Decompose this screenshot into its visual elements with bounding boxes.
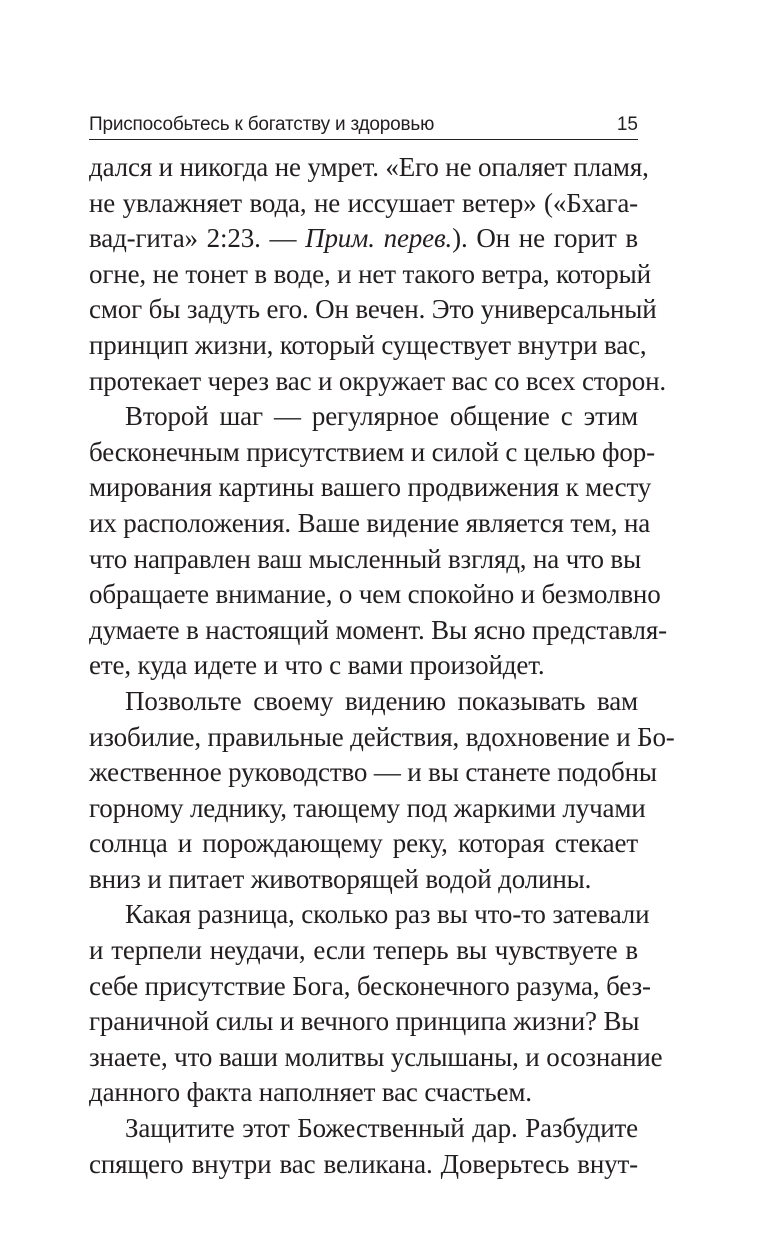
text-line: изобилие, правильные действия, вдохновение и Бо- bbox=[89, 721, 675, 752]
text-line: солнца и порождающему реку, которая стекает bbox=[89, 828, 638, 859]
text-line: бесконечным присутствием и силой с целью фор- bbox=[89, 436, 655, 467]
paragraph-4 bbox=[89, 897, 663, 1111]
text-line: граничной силы и вечного принципа жизни? Вы bbox=[89, 1006, 640, 1037]
page-number: 15 bbox=[616, 114, 638, 135]
text-line: не увлажняет вода, не иссушает ветер» («Бхага- bbox=[89, 187, 638, 218]
text-line: дался и никогда не умрет. «Его не опаляет пламя, bbox=[89, 152, 649, 182]
text-line: Позвольте своему видению показывать вам bbox=[125, 685, 638, 716]
paragraph-5 bbox=[89, 1111, 638, 1182]
body-text bbox=[89, 150, 675, 1182]
text-fragment: ). Он не горит в bbox=[452, 223, 639, 254]
page-header bbox=[89, 111, 638, 140]
paragraph-2 bbox=[89, 399, 667, 684]
text-line: Второй шаг — регулярное общение с этим bbox=[125, 401, 638, 432]
text-line: горному леднику, тающему под жаркими лучами bbox=[89, 792, 646, 823]
text-line: огне, не тонет в воде, и нет такого ветра, который bbox=[89, 258, 651, 289]
running-title: Приспособьтесь к богатству и здоровью bbox=[89, 114, 435, 135]
text-line: спящего внутри вас великана. Доверьтесь внут- bbox=[89, 1148, 638, 1179]
text-line: и терпели неудачи, если теперь вы чувствуете в bbox=[89, 935, 638, 966]
text-line: обращаете внимание, о чем спокойно и безмолвно bbox=[89, 579, 661, 610]
text-line: думаете в настоящий момент. Вы ясно представля- bbox=[89, 614, 667, 645]
text-line: что направлен ваш мысленный взгляд, на что вы bbox=[89, 543, 641, 574]
text-line: мирования картины вашего продвижения к месту bbox=[89, 472, 652, 503]
text-line: принцип жизни, который существует внутри вас, bbox=[89, 329, 647, 360]
text-line: протекает через вас и окружает вас со всех сторон. bbox=[89, 365, 667, 396]
text-line: ете, куда идете и что с вами произойдет. bbox=[89, 650, 545, 681]
text-line: жественное руководство — и вы станете подобны bbox=[89, 757, 657, 788]
translator-note: Прим. перев. bbox=[305, 223, 453, 254]
text-fragment: вад-гита» 2:23. — bbox=[89, 223, 306, 254]
text-line: смог бы задуть его. Он вечен. Это универсальный bbox=[89, 294, 657, 325]
text-line: себе присутствие Бога, бесконечного разума, без- bbox=[89, 970, 651, 1001]
text-line: их расположения. Ваше видение является тем, на bbox=[89, 507, 651, 538]
text-line: данного факта наполняет вас счастьем. bbox=[89, 1077, 532, 1108]
paragraph-1 bbox=[89, 150, 667, 399]
text-line: знаете, что ваши молитвы услышаны, и осознание bbox=[89, 1041, 663, 1072]
text-line bbox=[89, 221, 638, 257]
text-line: Защитите этот Божественный дар. Разбудите bbox=[125, 1113, 638, 1144]
text-line: Какая разница, сколько раз вы что-то затевали bbox=[125, 899, 650, 930]
paragraph-3 bbox=[89, 684, 675, 898]
text-line: вниз и питает животворящей водой долины. bbox=[89, 863, 592, 894]
